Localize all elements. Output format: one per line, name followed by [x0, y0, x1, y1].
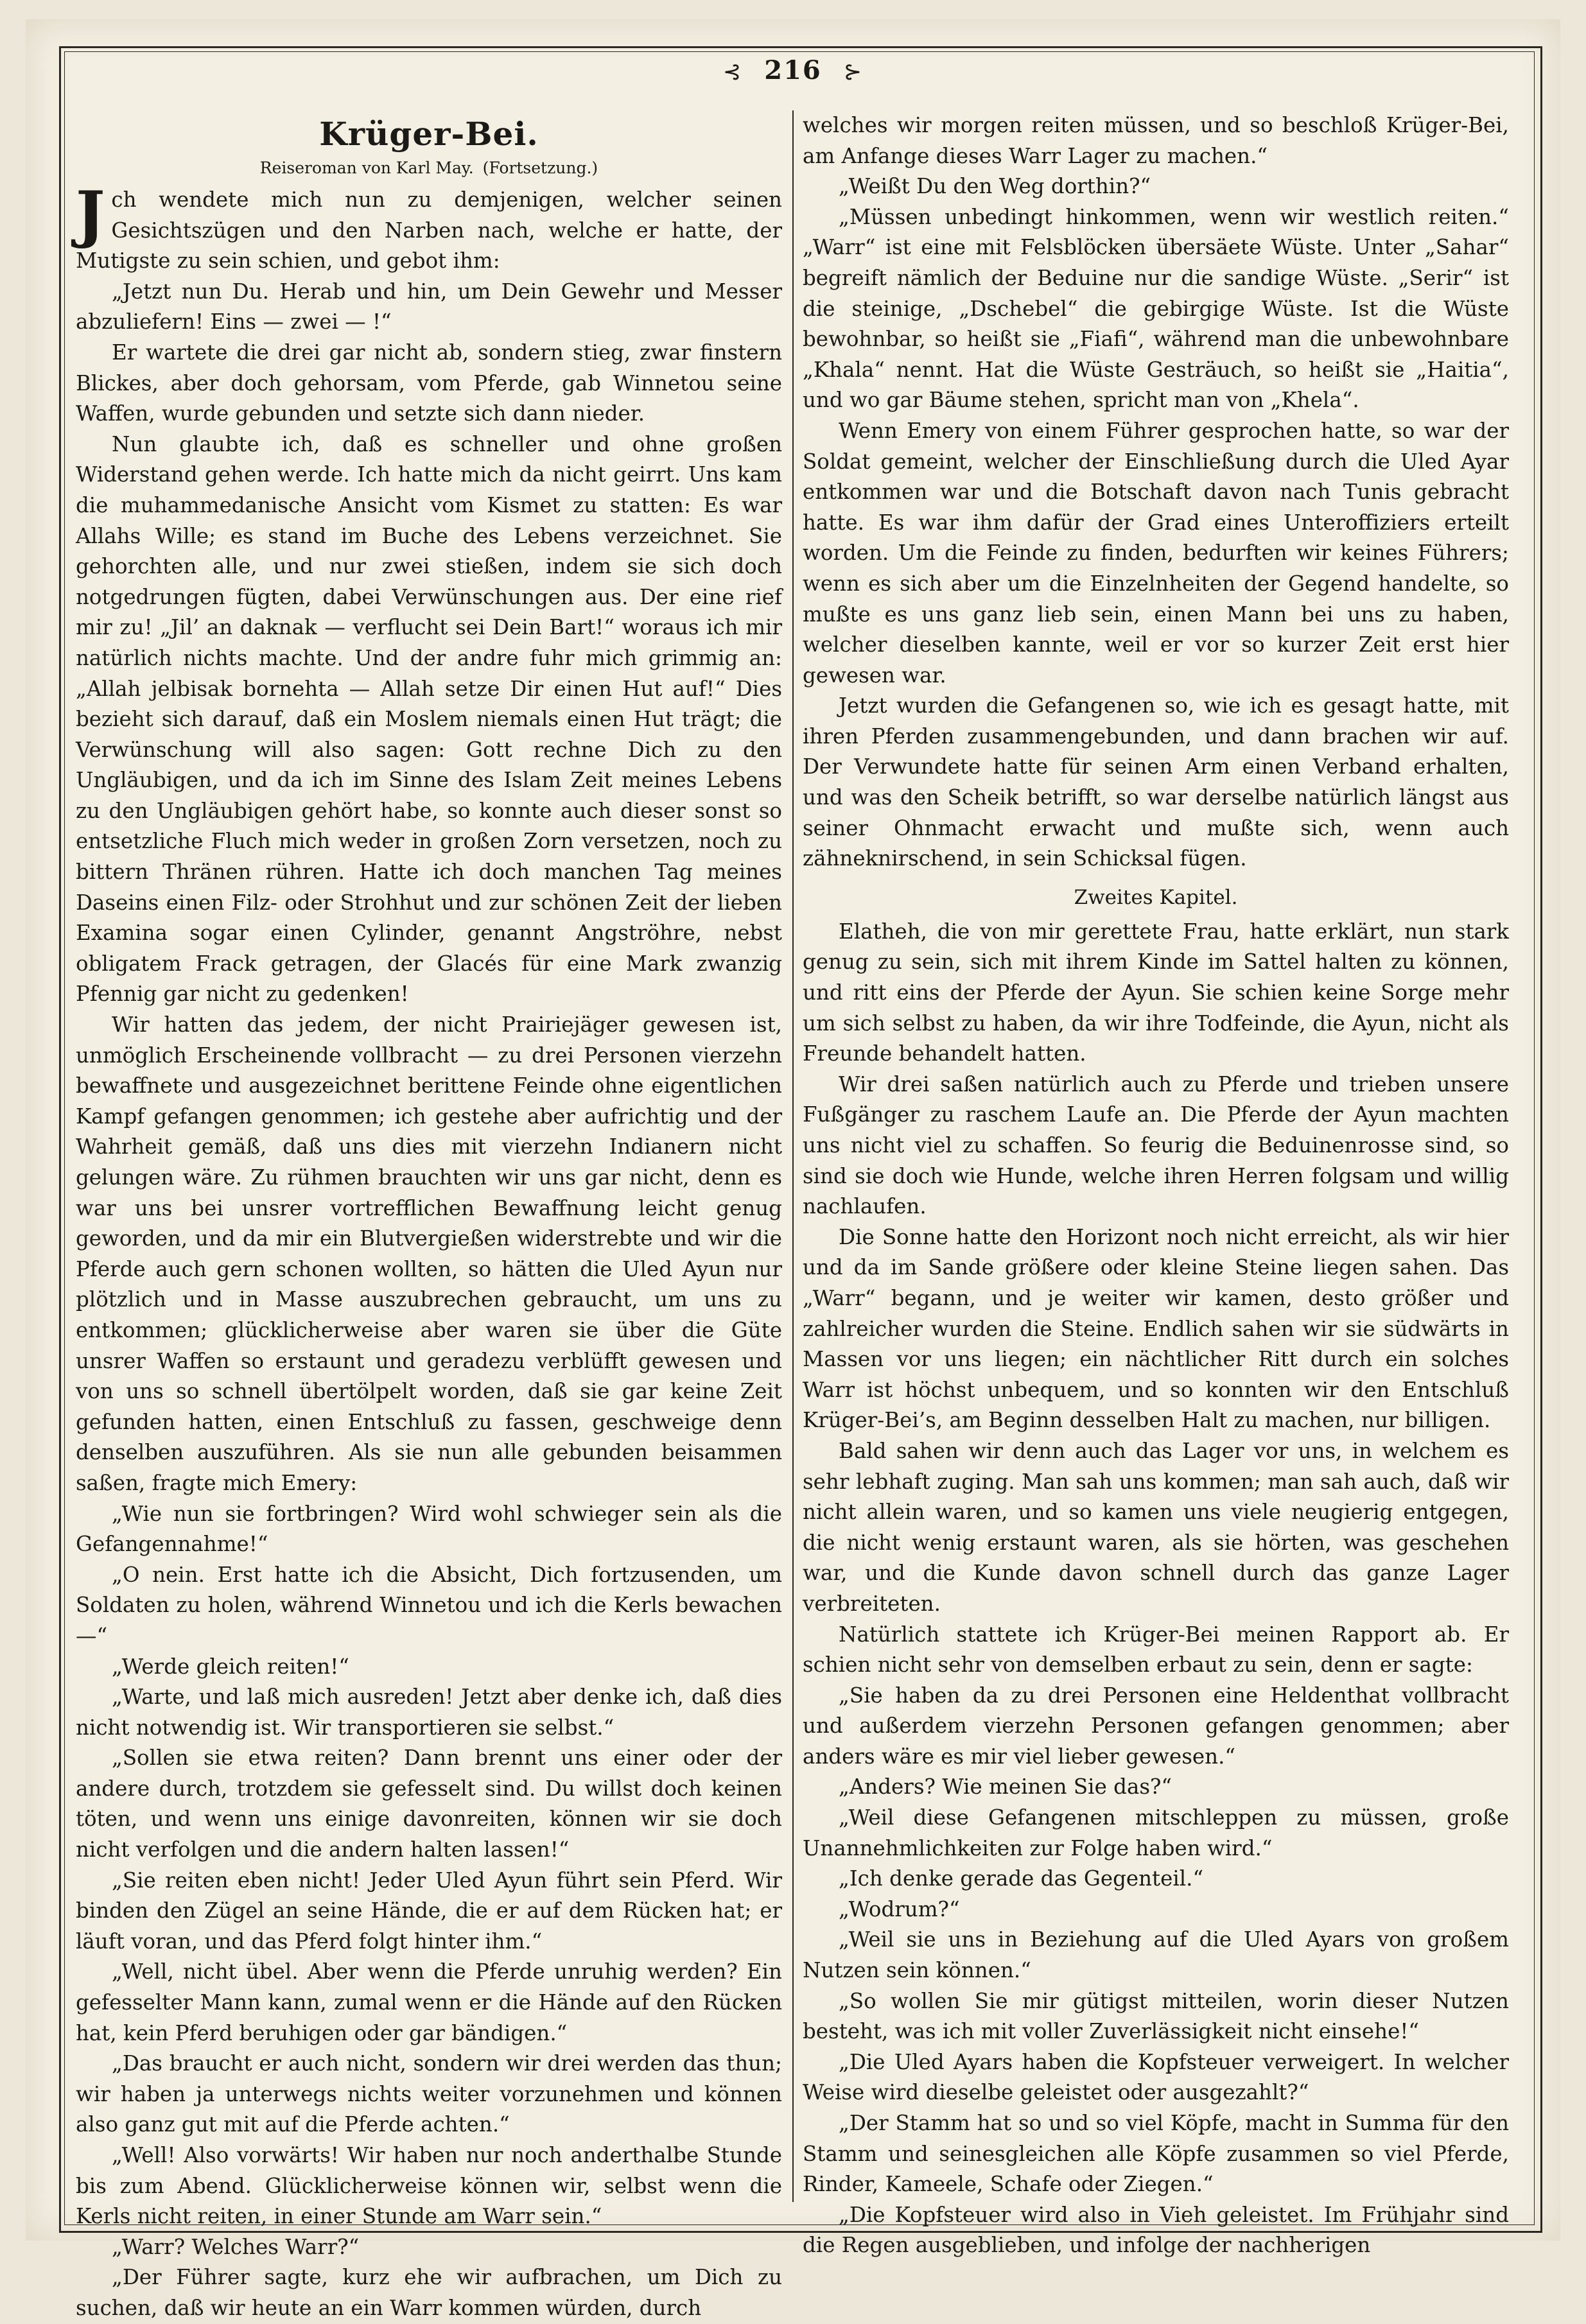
- ornament-left: ⊰: [722, 59, 743, 85]
- paragraph: „Wie nun sie fortbringen? Wird wohl schwieger sein als die Gefangennahme!“: [76, 1501, 782, 1557]
- column-divider: [792, 110, 794, 2202]
- continuation-paragraph: welches wir morgen reiten müssen, und so beschloß Krüger-Bei, am Anfange dieses Warr Lager zu machen.“: [803, 113, 1509, 168]
- first-paragraph-text: ch wendete mich nun zu demjenigen, welcher seinen Gesichtszügen und den Narben nach, welche er hatte, der Mutigste zu sein schien, und gebot ihm:: [76, 187, 782, 273]
- paragraph: „Weil sie uns in Beziehung auf die Uled Ayars von großem Nutzen sein können.“: [803, 1927, 1509, 1983]
- paragraph: Wir drei saßen natürlich auch zu Pferde und trieben unsere Fußgänger zu raschem Laufe an. Die Pferde der Ayun machten uns nicht viel zu schaffen. So feurig die Beduinenrosse sind, so sind sie doch wie Hunde, welche ihren Herren folgsam und willig nachlaufen.: [803, 1071, 1509, 1219]
- paragraph: „Warr? Welches Warr?“: [112, 2234, 360, 2259]
- paragraph: Die Sonne hatte den Horizont noch nicht erreicht, als wir hier und da im Sande größere oder kleine Steine liegen sahen. Das „Warr“ begann, und je weiter wir kamen, desto größer und zahlreicher wurden die Steine. Endlich sahen wir sie südwärts in Massen vor uns liegen; ein nächtlicher Ritt durch ein solches Warr ist höchst unbequem, und so konnten wir den Entschluß Krüger-Bei’s, am Beginn desselben Halt zu machen, nur billigen.: [803, 1224, 1509, 1433]
- paragraph: „Der Führer sagte, kurz ehe wir aufbrachen, um Dich zu suchen, daß wir heute an ein Warr kommen würden, durch: [76, 2265, 782, 2320]
- paragraph: „Müssen unbedingt hinkommen, wenn wir westlich reiten.“ „Warr“ ist eine mit Felsblöcken übersäete Wüste. Unter „Sahar“ begreift nämlich der Beduine nur die sandige Wüste. „Serir“ ist die steinige, „Dschebel“ die gebirgige Wüste. Ist die Wüste bewohnbar, so heißt sie „Fiafi“, während man die unbewohnbare „Khala“ nennt. Hat die Wüste Gesträuch, so heißt sie „Haitia“, und wo gar Bäume stehen, spricht man von „Khela“.: [803, 204, 1509, 413]
- paragraph: „Ich denke gerade das Gegenteil.“: [839, 1866, 1204, 1891]
- paragraph: „Das braucht er auch nicht, sondern wir drei werden das thun; wir haben ja unterwegs nichts weiter vorzunehmen und können also ganz gut mit auf die Pferde achten.“: [76, 2051, 782, 2137]
- paragraph: Elatheh, die von mir gerettete Frau, hatte erklärt, nun stark genug zu sein, sich mit ihrem Kinde im Sattel halten zu können, und ritt eins der Pferde der Ayun. Sie schien keine Sorge mehr um sich selbst zu haben, da wir ihre Todfeinde, die Ayun, nicht als Freunde behandelt hatten.: [803, 919, 1509, 1066]
- paragraph: Er wartete die drei gar nicht ab, sondern stieg, zwar finstern Blickes, aber doch gehorsam, vom Pferde, gab Winnetou seine Waffen, wurde gebunden und setzte sich dann nieder.: [76, 340, 782, 426]
- page-number: 216: [764, 55, 822, 85]
- paragraph: Bald sahen wir denn auch das Lager vor uns, in welchem es sehr lebhaft zuging. Man sah uns kommen; man sah auch, daß wir nicht allein waren, und so kamen uns viele neugierig entgegen, die nicht wenig erstaunt waren, als sie hörten, was geschehen war, und die Kunde davon schnell durch das ganze Lager verbreiteten.: [803, 1438, 1509, 1616]
- paragraph: Jetzt wurden die Gefangenen so, wie ich es gesagt hatte, mit ihren Pferden zusammengebunden, und dann brachen wir auf. Der Verwundete hatte für seinen Arm einen Verband erhalten, und was den Scheik betrifft, so war derselbe natürlich längst aus seiner Ohnmacht erwacht und mußte sich, wenn auch zähneknirschend, in sein Schicksal fügen.: [803, 693, 1509, 871]
- paragraph: „Die Kopfsteuer wird also in Vieh geleistet. Im Frühjahr sind die Regen ausgeblieben, und infolge der nachherigen: [803, 2202, 1509, 2258]
- chapter-heading: Zweites Kapitel.: [1074, 885, 1238, 909]
- paragraph: Wir hatten das jedem, der nicht Prairiejäger gewesen ist, unmöglich Erscheinende vollbracht — zu drei Personen vierzehn bewaffnete und ausgezeichnet berittene Feinde ohne eigentlichen Kampf gefangen genommen; ich gestehe aber aufrichtig und der Wahrheit gemäß, daß uns dies mit vierzehn Indianern nicht gelungen wäre. Zu rühmen brauchten wir uns gar nicht, denn es war uns bei unsrer vortrefflichen Bewaffnung leicht genug geworden, und da mir ein Blutvergießen widerstrebte und wir die Pferde auch gern schonen wollten, so hätten die Uled Ayun nur plötzlich und in Masse auszubrechen gebraucht, um uns zu entkommen; glücklicherweise aber waren sie über die Güte unsrer Waffen so erstaunt und geradezu verblüfft gewesen und von uns so schnell übertölpelt worden, daß sie gar keine Zeit gefunden hatten, einen Entschluß zu fassen, geschweige denn denselben auszuführen. Als sie nun alle gebunden beisammen saßen, fragte mich Emery:: [76, 1012, 782, 1495]
- paragraph: „O nein. Erst hatte ich die Absicht, Dich fortzusenden, um Soldaten zu holen, während Winnetou und ich die Kerls bewachen —“: [76, 1562, 782, 1648]
- paragraph: „Sie haben da zu drei Personen eine Heldenthat vollbracht und außerdem vierzehn Personen gefangen genommen; aber anders wäre es mir viel lieber gewesen.“: [803, 1683, 1509, 1769]
- paragraph: „Der Stamm hat so und so viel Köpfe, macht in Summa für den Stamm und seinesgleichen alle Köpfe zusammen so viel Pferde, Rinder, Kameele, Schafe oder Ziegen.“: [803, 2111, 1509, 2197]
- paragraph: „Weißt Du den Weg dorthin?“: [839, 174, 1151, 199]
- paragraph: „Sie reiten eben nicht! Jeder Uled Ayun führt sein Pferd. Wir binden den Zügel an seine Hände, die er auf dem Rücken hat; er läuft voran, und das Pferd folgt hinter ihm.“: [76, 1868, 782, 1954]
- paragraph: „Weil diese Gefangenen mitschleppen zu müssen, große Unannehmlichkeiten zur Folge haben wird.“: [803, 1805, 1509, 1860]
- paragraph: „Die Uled Ayars haben die Kopfsteuer verweigert. In welcher Weise wird dieselbe geleistet oder ausgezahlt?“: [803, 2049, 1509, 2105]
- article-title: Krüger-Bei.: [319, 115, 539, 153]
- drop-cap: J: [76, 178, 105, 250]
- page-number-header: [0, 55, 1586, 85]
- paragraph: „Well! Also vorwärts! Wir haben nur noch anderthalbe Stunde bis zum Abend. Glücklicherweise können wir, selbst wenn die Kerls nicht reiten, in einer Stunde am Warr sein.“: [76, 2143, 782, 2229]
- paragraph: „So wollen Sie mir gütigst mitteilen, worin dieser Nutzen besteht, was ich mit voller Zuverlässigkeit nicht einsehe!“: [803, 1988, 1509, 2044]
- author-line: Reiseroman von Karl May.: [259, 159, 474, 177]
- paragraph: „Jetzt nun Du. Herab und hin, um Dein Gewehr und Messer abzuliefern! Eins — zwei — !“: [76, 279, 782, 334]
- paragraph: „Sollen sie etwa reiten? Dann brennt uns einer oder der andere durch, trotzdem sie gefesselt sind. Du willst doch keinen töten, und wenn uns einige davonreiten, können wir sie doch nicht verfolgen und die andern halten lassen!“: [76, 1746, 782, 1862]
- continuation-note: (Fortsetzung.): [482, 159, 598, 177]
- ornament-right: ⊱: [843, 59, 864, 85]
- first-paragraph: [76, 178, 782, 277]
- paragraph: „Werde gleich reiten!“: [112, 1654, 349, 1679]
- right-column: [803, 110, 1509, 2258]
- left-column: [76, 103, 782, 2320]
- paragraph: „Warte, und laß mich ausreden! Jetzt aber denke ich, daß dies nicht notwendig ist. Wir transportieren sie selbst.“: [76, 1685, 782, 1740]
- paragraph: Wenn Emery von einem Führer gesprochen hatte, so war der Soldat gemeint, welcher der Einschließung durch die Uled Ayar entkommen war und die Botschaft davon nach Tunis gebracht hatte. Es war ihm dafür der Grad eines Unteroffiziers erteilt worden. Um die Feinde zu finden, bedurften wir keines Führers; wenn es sich aber um die Einzelnheiten der Gegend handelte, so mußte es uns ganz lieb sein, einen Mann bei uns zu haben, welcher dieselben kannte, weil er vor so kurzer Zeit erst hier gewesen war.: [803, 418, 1509, 688]
- paragraph: „Well, nicht übel. Aber wenn die Pferde unruhig werden? Ein gefesselter Mann kann, zumal wenn er die Hände auf den Rücken hat, kein Pferd beruhigen oder gar bändigen.“: [76, 1959, 782, 2045]
- paragraph: Nun glaubte ich, daß es schneller und ohne großen Widerstand gehen werde. Ich hatte mich da nicht geirrt. Uns kam die muhammedanische Ansicht vom Kismet zu statten: Es war Allahs Wille; es stand im Buche des Lebens verzeichnet. Sie gehorchten alle, und nur zwei stießen, indem sie sich doch notgedrungen fügten, dabei Verwünschungen aus. Der eine rief mir zu! „Jil’ an daknak — verflucht sei Dein Bart!“ woraus ich mir natürlich nichts machte. Und der andre fuhr mich grimmig an: „Allah jelbisak bornehta — Allah setze Dir einen Hut auf!“ Dies bezieht sich darauf, daß ein Moslem niemals einen Hut trägt; die Verwünschung will also sagen: Gott rechne Dich zu den Ungläubigen, und da ich im Sinne des Islam Zeit meines Lebens zu den Ungläubigen gehört habe, so konnte auch dieser sonst so entsetzliche Fluch mich weder in großen Zorn versetzen, noch zu bittern Thränen rühren. Hatte ich doch manchen Tag meines Daseins einen Filz- oder Strohhut und zur schönen Zeit der lieben Examina sogar einen Cylinder, genannt Angströhre, nebst obligatem Frack getragen, der Glacés für eine Mark zwanzig Pfennig gar nicht zu gedenken!: [76, 431, 782, 1007]
- paragraph: Natürlich stattete ich Krüger-Bei meinen Rapport ab. Er schien nicht sehr von demselben erbaut zu sein, denn er sagte:: [803, 1622, 1509, 1678]
- article-subtitle: [76, 155, 782, 181]
- paragraph: „Wodrum?“: [839, 1896, 960, 1921]
- paragraph: „Anders? Wie meinen Sie das?“: [839, 1774, 1172, 1799]
